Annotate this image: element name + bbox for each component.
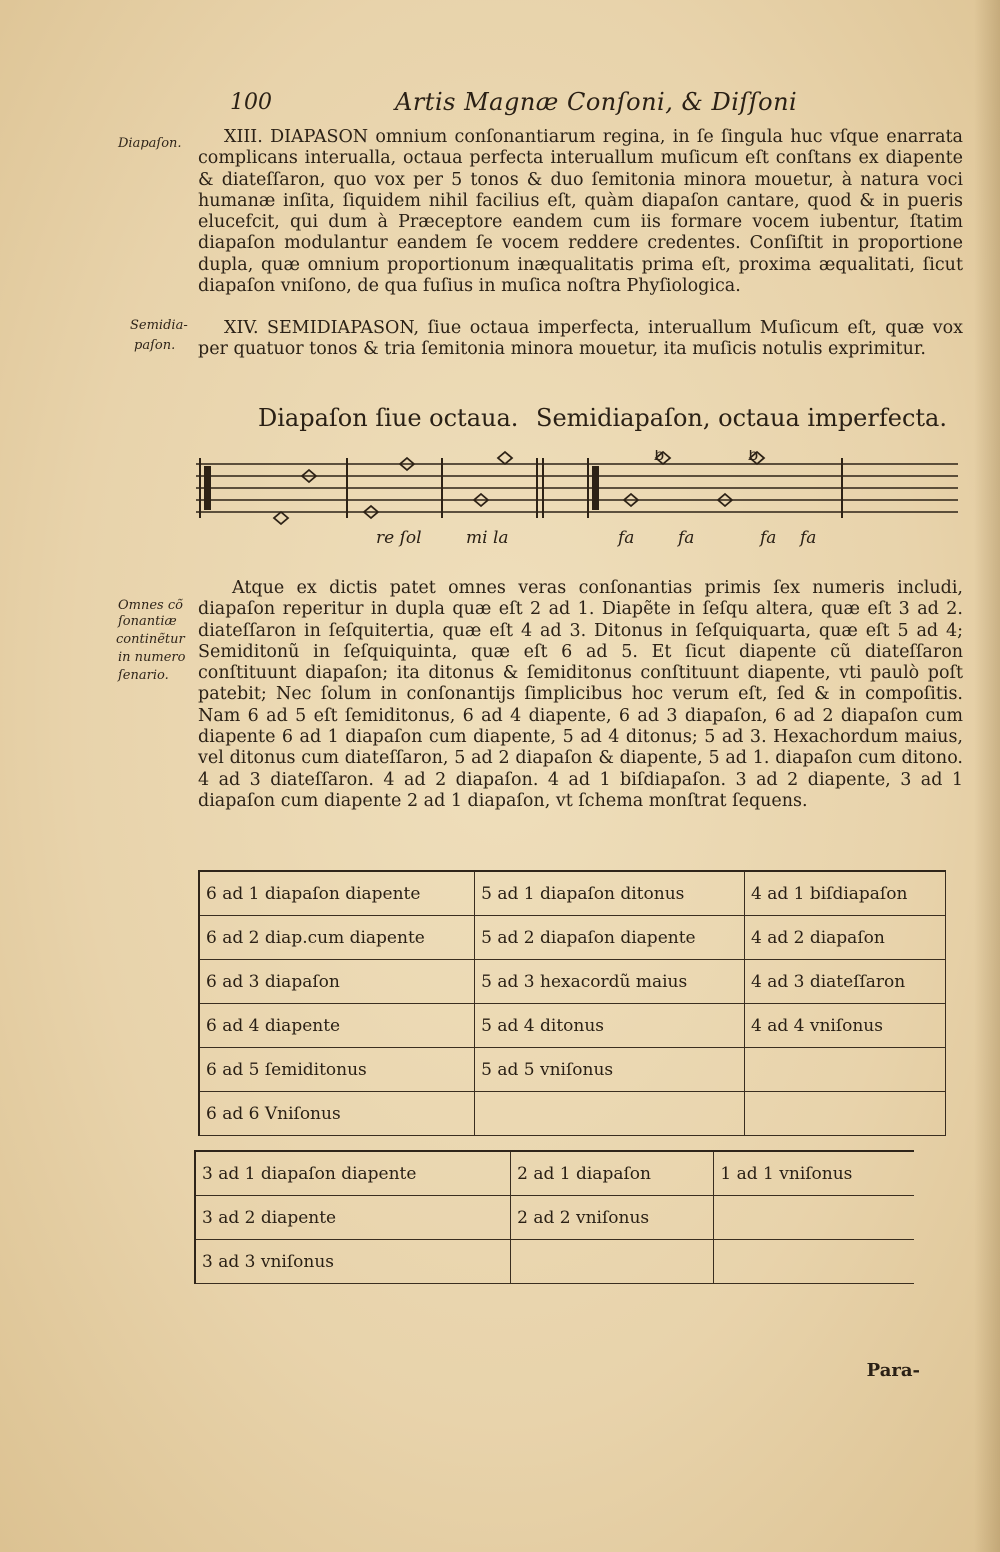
margin-note-omnes-5: ſenario. xyxy=(118,668,169,683)
table-cell: 6 ad 4 diapente xyxy=(199,1004,475,1048)
table-row xyxy=(199,1048,946,1092)
clef-mark-1 xyxy=(204,466,211,510)
section-xiv-paragraph xyxy=(198,318,963,361)
table-row xyxy=(195,1151,914,1196)
solmization-syllables xyxy=(192,528,962,554)
syllable-5: fa xyxy=(760,528,777,548)
table-cell: 4 ad 2 diapaſon xyxy=(744,916,945,960)
syllable-3: fa xyxy=(618,528,635,548)
table-cell: 6 ad 6 Vniſonus xyxy=(199,1092,475,1136)
table-cell: 2 ad 2 vniſonus xyxy=(511,1196,714,1240)
section-xiii-text: DIAPASON omnium conſonantiarum regina, in ſe ſingula huc vſque enarrata complicans interualla, octaua perfecta interuallum muſicum eſt conſtans ex diapente & diateſſaron, quo vox per 5 tonos & duo ſemitonia minora mouetur, à natura voci humanæ inſita, ſiquidem nihil facilius eſt, quàm diapaſon cantare, quod & in pueris elucefcit, qui dum à Præceptore eandem cum iis formare vocem iubentur, ſtatim diapaſon modulantur eandem ſe vocem reddere credentes. Conſiſtit in proportione dupla, quæ omnium proportionum inæqualitatis prima eſt, proxima æqualitati, ſicut diapaſon vniſono, de qua fuſius in muſica noſtra Phyſiologica. xyxy=(198,127,963,297)
flat-sign-2: b xyxy=(748,450,759,464)
syllable-2: mi la xyxy=(466,528,509,548)
table-row xyxy=(195,1196,914,1240)
table-row xyxy=(199,916,946,960)
margin-note-omnes-3: continẽtur xyxy=(116,632,185,647)
table-row xyxy=(199,1004,946,1048)
margin-note-omnes-1: Omnes cõ xyxy=(118,598,183,613)
table-cell xyxy=(714,1196,914,1240)
running-title: Artis Magnæ Conſoni, & Diſſoni xyxy=(395,88,798,116)
music-title-diapason: Diapaſon ſiue octaua. xyxy=(258,404,519,432)
table-cell: 6 ad 2 diap.cum diapente xyxy=(199,916,475,960)
section-xiii-number: XIII. xyxy=(224,127,263,147)
syllable-1: re ſol xyxy=(376,528,422,548)
section-xiv-text: SEMIDIAPASON, ſiue octaua imperfecta, interuallum Muſicum eſt, quæ vox per quatuor tonos & tria ſemitonia minora mouetur, ita muſicis notulis exprimitur. xyxy=(198,318,963,360)
table-row xyxy=(199,1092,946,1136)
table-cell xyxy=(511,1240,714,1284)
consonance-paragraph: Atque ex dictis patet omnes veras conſonantias primis ſex numeris includi, diapaſon reperitur in dupla quæ eſt 2 ad 1. Diapẽte in ſeſqu altera, quæ eſt 3 ad 2. diateſſaron in ſeſquitertia, quæ eſt 4 ad 3. Ditonus in ſeſquiquarta, quæ eſt 5 ad 4; Semiditonũ in ſeſquiquinta, quæ eſt 6 ad 5. Et ſicut diapente cũ diateſſaron conſtituunt diapaſon; ita ditonus & ſemiditonus conſtituunt diapente, vti paulò poſt patebit; Nec ſolum in conſonantijs ſimplicibus hoc verum eſt, ſed & in compoſitis. Nam 6 ad 5 eſt ſemiditonus, 6 ad 4 diapente, 6 ad 3 diapaſon, 6 ad 2 diapaſon cum diapente 6 ad 1 diapaſon cum diapente, 5 ad 4 ditonus; 5 ad 3. Hexachordum maius, vel ditonus cum diateſſaron, 5 ad 2 diapaſon & diapente, 5 ad 1. diapaſon cum ditono. 4 ad 3 diateſſaron. 4 ad 2 diapaſon. 4 ad 1 biſdiapaſon. 3 ad 2 diapente, 3 ad 1 diapaſon cum diapente 2 ad 1 diapaſon, vt ſchema monſtrat ſequens. xyxy=(198,578,963,811)
margin-note-omnes-4: in numero xyxy=(118,650,186,665)
music-title-semidiapason: Semidiapaſon, octaua imperfecta. xyxy=(536,404,947,432)
table-cell xyxy=(475,1092,745,1136)
section-xiv-number: XIV. xyxy=(224,318,259,338)
table-cell: 5 ad 3 hexacordũ maius xyxy=(475,960,745,1004)
music-example-titles xyxy=(258,404,958,438)
note-diamond-5 xyxy=(498,452,512,464)
margin-note-diapason: Diapaſon. xyxy=(118,136,182,151)
table-cell: 2 ad 1 diapaſon xyxy=(511,1151,714,1196)
table-cell: 5 ad 2 diapaſon diapente xyxy=(475,916,745,960)
margin-note-omnes-2: ſonantiæ xyxy=(118,614,177,629)
table-cell xyxy=(744,1092,945,1136)
table-cell: 3 ad 3 vniſonus xyxy=(195,1240,511,1284)
ratio-table-6-5-4 xyxy=(198,870,946,1136)
table-row xyxy=(195,1240,914,1284)
table-cell: 6 ad 1 diapaſon diapente xyxy=(199,871,475,916)
table-cell: 3 ad 2 diapente xyxy=(195,1196,511,1240)
table-cell: 6 ad 3 diapaſon xyxy=(199,960,475,1004)
note-diamond-2 xyxy=(274,512,288,524)
table-cell: 5 ad 4 ditonus xyxy=(475,1004,745,1048)
margin-note-semidiapason-1: Semidia- xyxy=(130,318,188,333)
margin-note-semidiapason-2: paſon. xyxy=(134,338,176,353)
section-xiii-paragraph xyxy=(198,127,963,297)
staff-notation-graphic xyxy=(192,450,962,532)
catchword: Para- xyxy=(866,1360,920,1381)
table-cell: 5 ad 1 diapaſon ditonus xyxy=(475,871,745,916)
table-row xyxy=(199,960,946,1004)
syllable-6: fa xyxy=(800,528,817,548)
music-staff xyxy=(192,450,962,532)
flat-sign-1: b xyxy=(654,450,665,464)
table-cell: 5 ad 5 vniſonus xyxy=(475,1048,745,1092)
table-cell: 4 ad 3 diateſſaron xyxy=(744,960,945,1004)
ratio-table-3-2-1 xyxy=(194,1150,914,1284)
table-cell: 3 ad 1 diapaſon diapente xyxy=(195,1151,511,1196)
page-number: 100 xyxy=(230,90,272,115)
table-row xyxy=(199,871,946,916)
table-cell: 6 ad 5 ſemiditonus xyxy=(199,1048,475,1092)
table-cell xyxy=(714,1240,914,1284)
syllable-4: fa xyxy=(678,528,695,548)
table-cell xyxy=(744,1048,945,1092)
page-gutter-shadow xyxy=(974,0,1000,1552)
table-cell: 4 ad 4 vniſonus xyxy=(744,1004,945,1048)
table-cell: 1 ad 1 vniſonus xyxy=(714,1151,914,1196)
page-header xyxy=(230,88,830,122)
clef-mark-2 xyxy=(592,466,599,510)
table-cell: 4 ad 1 biſdiapaſon xyxy=(744,871,945,916)
